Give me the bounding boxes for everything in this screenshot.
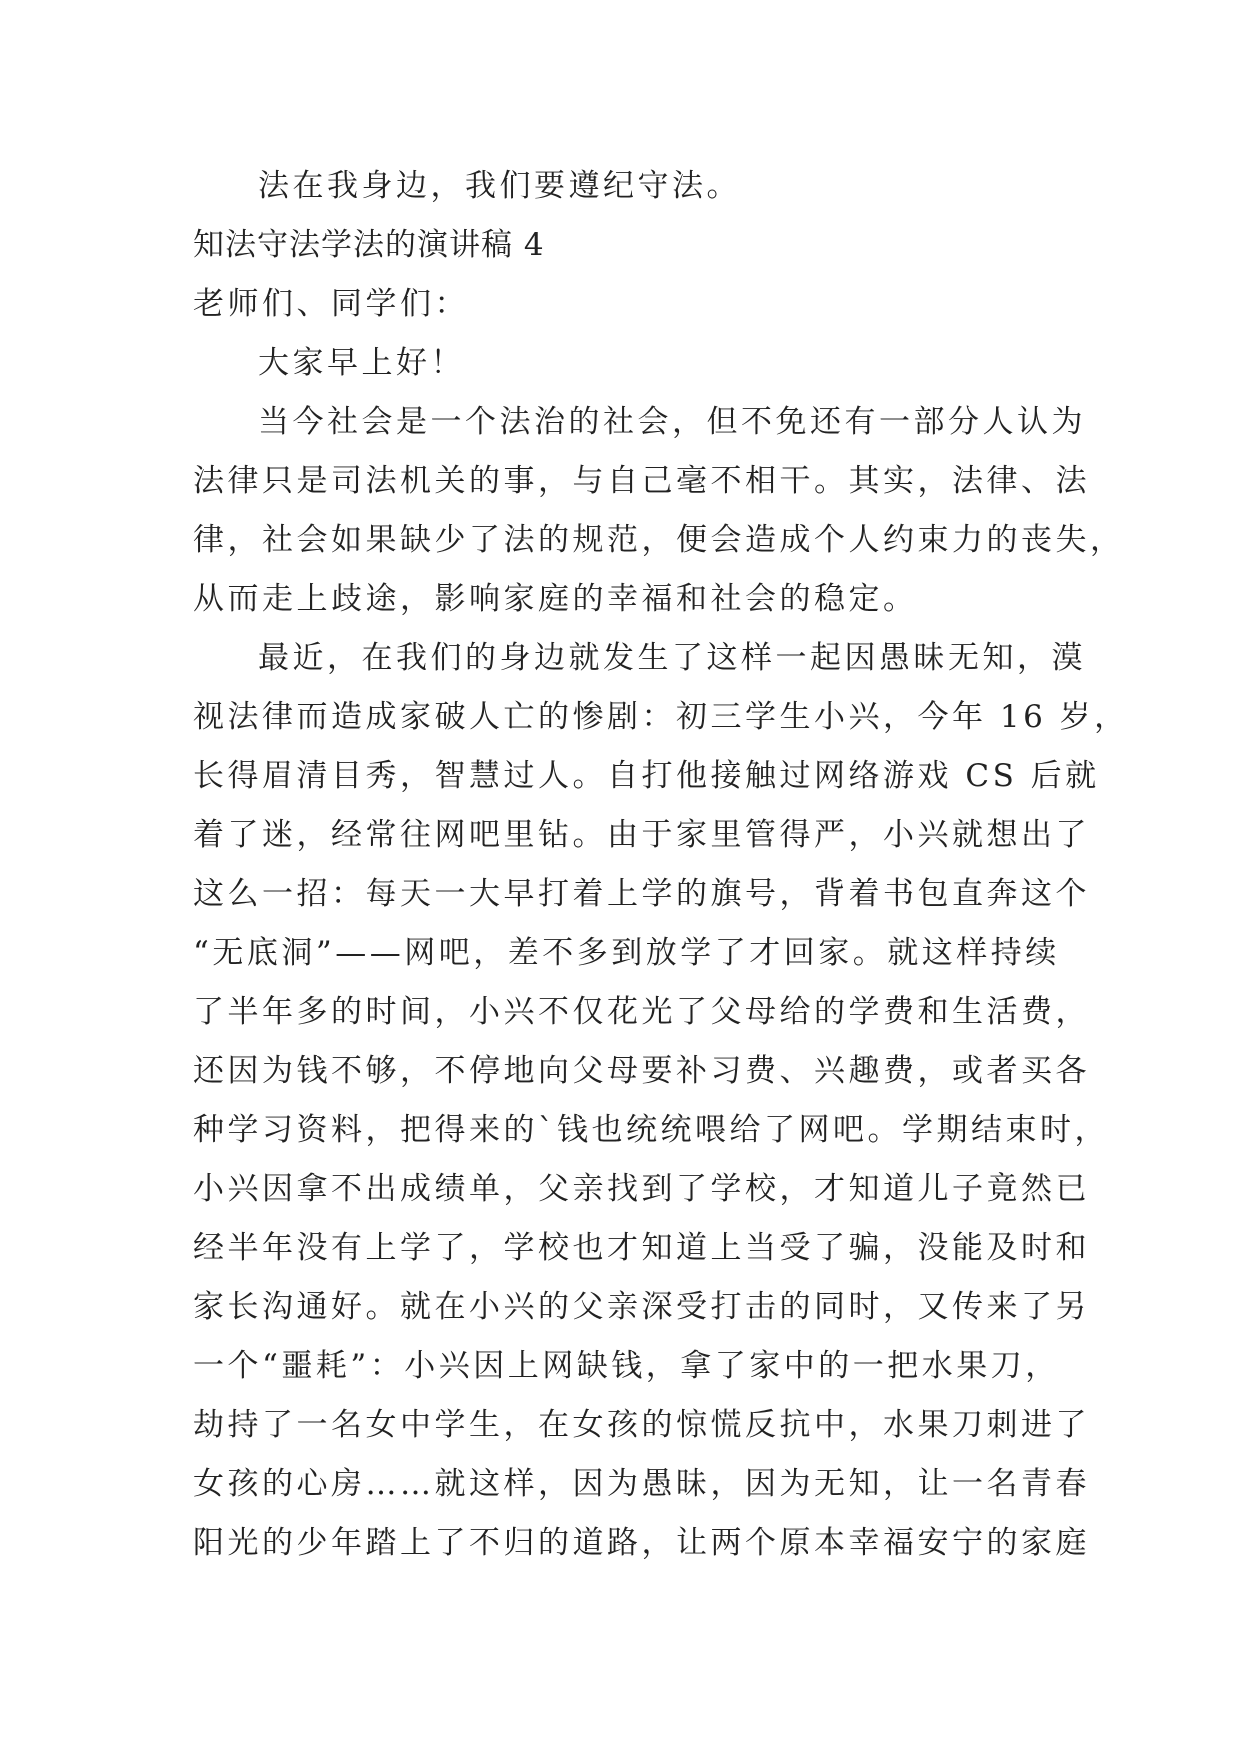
paragraph-2-line: 最近，在我们的身边就发生了这样一起因愚昧无知，漠 (258, 640, 1086, 676)
paragraph-1-line: 法律只是司法机关的事，与自己毫不相干。其实，法律、法 (193, 463, 1090, 499)
paragraph-2-line: 女孩的心房……就这样，因为愚昧，因为无知，让一名青春 (193, 1466, 1090, 1502)
paragraph-2-line: 了半年多的时间，小兴不仅花光了父母给的学费和生活费， (193, 994, 1090, 1030)
paragraph-1-line: 从而走上歧途，影响家庭的幸福和社会的稳定。 (193, 581, 918, 617)
paragraph-2-line: 经半年没有上学了，学校也才知道上当受了骗，没能及时和 (193, 1230, 1090, 1266)
paragraph-2-line: 阳光的少年踏上了不归的道路，让两个原本幸福安宁的家庭 (193, 1525, 1090, 1561)
paragraph-2-line: 视法律而造成家破人亡的惨剧：初三学生小兴，今年 16 岁， (193, 699, 1129, 735)
paragraph-2-line: 长得眉清目秀，智慧过人。自打他接触过网络游戏 CS 后就 (193, 758, 1100, 794)
paragraph-2-line: “无底洞”——网吧，差不多到放学了才回家。就这样持续 (193, 935, 1060, 971)
greeting: 大家早上好！ (258, 345, 465, 381)
salutation: 老师们、同学们： (193, 286, 469, 322)
paragraph-2-line: 劫持了一名女中学生，在女孩的惊慌反抗中，水果刀刺进了 (193, 1407, 1090, 1443)
paragraph-1-line: 当今社会是一个法治的社会，但不免还有一部分人认为 (258, 404, 1086, 440)
speech-title: 知法守法学法的演讲稿 4 (193, 227, 545, 263)
paragraph-2-line: 这么一招：每天一大早打着上学的旗号，背着书包直奔这个 (193, 876, 1090, 912)
paragraph-1-line: 律，社会如果缺少了法的规范，便会造成个人约束力的丧失， (193, 522, 1125, 558)
paragraph-2-line: 着了迷，经常往网吧里钻。由于家里管得严，小兴就想出了 (193, 817, 1090, 853)
paragraph-2-line: 家长沟通好。就在小兴的父亲深受打击的同时，又传来了另 (193, 1289, 1090, 1325)
text-line-closing: 法在我身边，我们要遵纪守法。 (258, 168, 741, 204)
paragraph-2-line: 还因为钱不够，不停地向父母要补习费、兴趣费，或者买各 (193, 1053, 1090, 1089)
paragraph-2-line: 一个“噩耗”：小兴因上网缺钱，拿了家中的一把水果刀， (193, 1348, 1060, 1384)
paragraph-2-line: 种学习资料，把得来的`钱也统统喂给了网吧。学期结束时， (193, 1112, 1109, 1148)
paragraph-2-line: 小兴因拿不出成绩单，父亲找到了学校，才知道儿子竟然已 (193, 1171, 1090, 1207)
